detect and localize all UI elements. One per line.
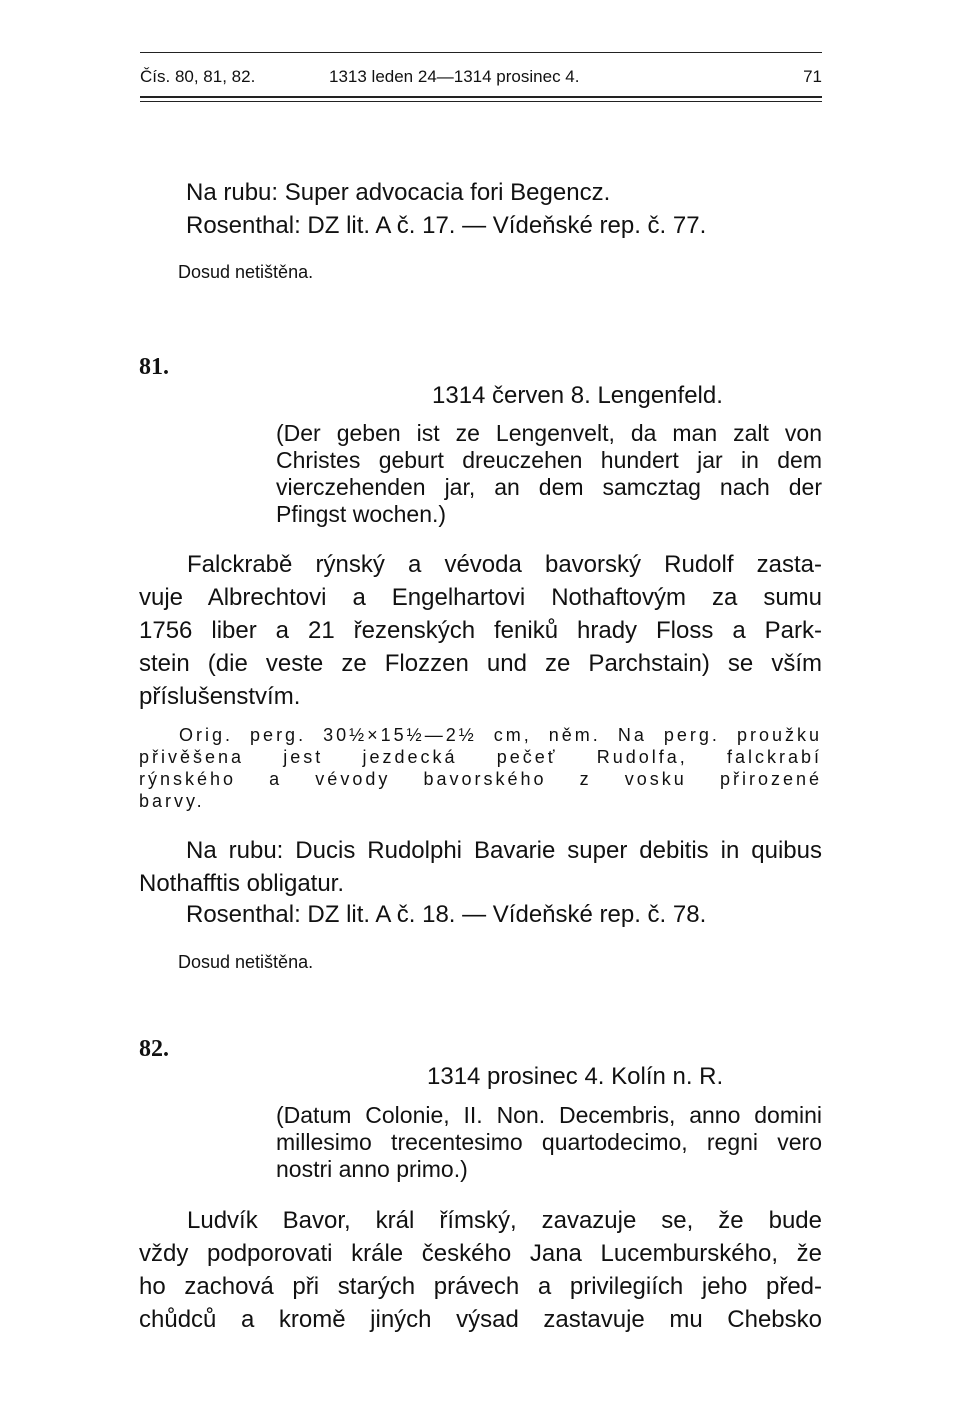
- doc81-original-dating-quote: [276, 420, 822, 528]
- original-description-line: barvy.: [139, 791, 205, 811]
- header-date-range: 1313 leden 24—1314 prosinec 4.: [329, 67, 580, 86]
- summary-line: Ludvík Bavor, král římský, zavazuje se, že bude: [187, 1207, 822, 1234]
- doc81-print-status: Dosud netištěna.: [178, 952, 314, 972]
- original-description-line: přivěšena jest jezdecká pečeť Rudolfa, falckrabí: [139, 747, 822, 767]
- quote-line: Pfingst wochen.): [276, 501, 447, 527]
- doc81-summary: [139, 548, 822, 713]
- endorsement-line: Nothafftis obligatur.: [139, 870, 345, 897]
- doc81-endorsement: [139, 834, 822, 900]
- quote-line: millesimo trecentesimo quartodecimo, regni vero: [276, 1129, 822, 1155]
- summary-line: vždy podporovati krále českého Jana Lucemburského, že: [139, 1240, 822, 1267]
- summary-line: Falckrabě rýnský a vévoda bavorský Rudolf zasta-: [187, 551, 822, 578]
- doc80-rosenthal-reference: Rosenthal: DZ lit. A č. 17. — Vídeňské rep. č. 77.: [186, 212, 707, 239]
- summary-line: ho zachová při starých právech a privilegiích jeho před-: [139, 1273, 822, 1300]
- quote-line: Christes geburt dreuczehen hundert jar in dem: [276, 447, 822, 473]
- header-rule: [140, 96, 822, 98]
- endorsement-line: Na rubu: Ducis Rudolphi Bavarie super debitis in quibus: [186, 837, 822, 864]
- doc81-rosenthal-reference: Rosenthal: DZ lit. A č. 18. — Vídeňské rep. č. 78.: [186, 901, 707, 928]
- doc81-number: 81.: [139, 354, 169, 380]
- page-number: 71: [803, 67, 822, 86]
- summary-line: stein (die veste ze Flozzen und ze Parchstain) se vším: [139, 650, 822, 677]
- summary-line: vuje Albrechtovi a Engelhartovi Nothaftovým za sumu: [139, 584, 822, 611]
- doc82-summary: [139, 1204, 822, 1336]
- original-description-line: rýnského a vévody bavorského z vosku přirozené: [139, 769, 822, 789]
- quote-line: vierczehenden jar, an dem samcztag nach der: [276, 474, 822, 500]
- doc80-print-status: Dosud netištěna.: [178, 262, 314, 282]
- summary-line: příslušenstvím.: [139, 683, 301, 710]
- doc82-number: 82.: [139, 1036, 169, 1062]
- doc80-endorsement: Na rubu: Super advocacia fori Begencz.: [186, 179, 611, 206]
- quote-line: (Datum Colonie, II. Non. Decembris, anno domini: [276, 1102, 822, 1128]
- original-description-line: Orig. perg. 30½×15½—2½ cm, něm. Na perg. proužku: [179, 725, 822, 745]
- doc82-dateline: 1314 prosinec 4. Kolín n. R.: [427, 1063, 724, 1090]
- header-rule-thin: [140, 101, 822, 102]
- summary-line: chůdců a kromě jiných výsad zastavuje mu Chebsko: [139, 1306, 822, 1333]
- doc82-original-dating-quote: [276, 1102, 822, 1183]
- doc81-dateline: 1314 červen 8. Lengenfeld.: [432, 382, 723, 409]
- doc81-original-description: [139, 724, 822, 812]
- running-header: [140, 52, 822, 86]
- summary-line: 1756 liber a 21 řezenských feniků hrady Floss a Park-: [139, 617, 822, 644]
- quote-line: nostri anno primo.): [276, 1156, 468, 1182]
- header-document-numbers: Čís. 80, 81, 82.: [140, 67, 256, 86]
- quote-line: (Der geben ist ze Lengenvelt, da man zalt von: [276, 420, 822, 446]
